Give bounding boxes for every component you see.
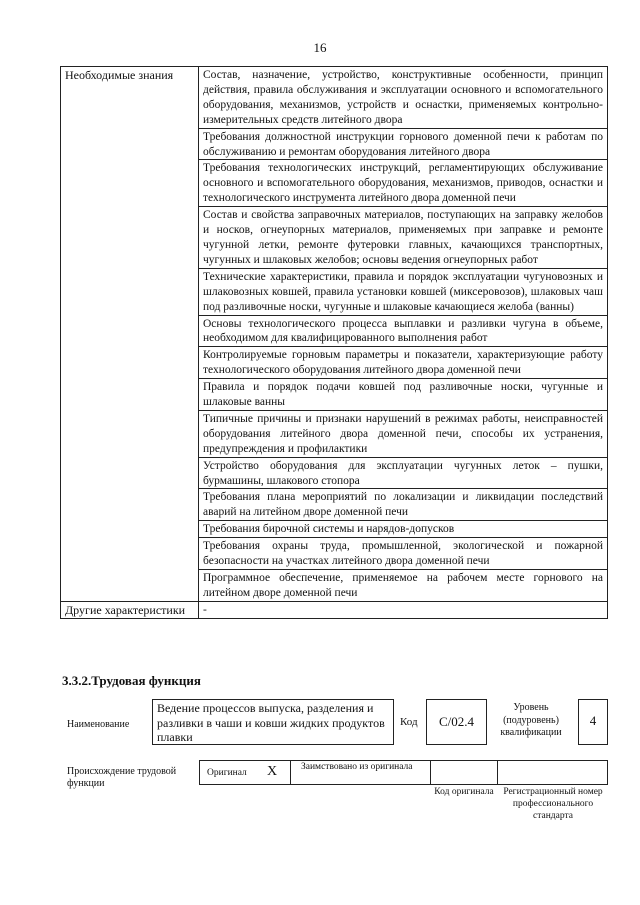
borrowed-label: Заимствовано из оригинала [301,762,413,772]
level-value: 4 [589,713,597,728]
name-label: Наименование [67,719,130,730]
requirement-item: Требования бирочной системы и нарядов-допусков [199,521,608,538]
origin-code-cell [430,760,498,785]
knowledge-label: Необходимые знания [61,67,199,602]
origin-label: Происхождение трудовой функции [67,766,177,789]
original-label: Оригинал [207,768,247,778]
section-heading: 3.3.2.Трудовая функция [62,673,201,688]
table-row [61,601,608,618]
requirement-item: Контролируемые горновым параметры и показатели, характеризующие работу технологического оборудования литейного двора доменной печи [199,347,608,379]
requirement-item: Состав и свойства заправочных материалов, поступающих на заправку желобов и носков, огнеупорных материалов, применяемых при заправке и ремонте чугунной летки, ремонте футеровки главных, качающихся транспортных, чугунных и шлаковых желобов; основы ведения огнеупорных работ [199,207,608,269]
requirement-item: Программное обеспечение, применяемое на рабочем месте горнового на литейном дворе доменной печи [199,570,608,602]
code-caption: Код оригинала [434,787,494,797]
table-row [61,67,608,129]
requirement-item: Требования технологических инструкций, регламентирующих обслуживание основного и вспомогательного оборудования, механизмов, приводов, оснастки и технологического инструмента литейного двора доменной печи [199,160,608,207]
page-number: 16 [313,40,327,55]
requirement-item: Устройство оборудования для эксплуатации чугунных леток – пушки, бурмашины, шлакового стопора [199,457,608,489]
function-name-value: Ведение процессов выпуска, разделения и разливки в чаши и ковши жидких продуктов плавки [157,701,385,744]
requirement-item: Правила и порядок подачи ковшей под разливочные носки, чугунные и шлаковые ванны [199,379,608,411]
original-mark: X [267,764,278,779]
requirement-item: Требования должностной инструкции горнового доменной печи к работам по обслуживанию и ремонтам оборудования литейного двора [199,128,608,160]
reg-caption: Регистрационный номер профессионального стандарта [503,787,603,821]
origin-reg-cell [497,760,608,785]
requirement-item: Требования плана мероприятий по локализации и ликвидации последствий аварий на литейном дворе доменной печи [199,489,608,521]
requirement-item: Основы технологического процесса выплавки и разливки чугуна в объеме, необходимом для квалифицированного выполнения работ [199,315,608,347]
requirement-item: Состав, назначение, устройство, конструктивные особенности, принцип действия, правила обслуживания и эксплуатации основного и вспомогательного оборудования, механизмов, устройств и оснастки, применяемых контрольно-измерительных средств литейного двора [199,67,608,129]
code-value: С/02.4 [438,714,475,729]
code-label: Код [400,716,418,728]
requirement-item: Технические характеристики, правила и порядок эксплуатации чугуновозных и шлаковозных ковшей, правила установки ковшей (миксеровозов), шлаковых чаш под разливочные носки, чугунные и шлаковые качающиеся желоба (ванны) [199,268,608,315]
requirement-item: Требования охраны труда, промышленной, экологической и пожарной безопасности на участках литейного двора доменной печи [199,538,608,570]
level-label: Уровень (подуровень) квалификации [500,702,562,738]
other-value: - [199,601,608,618]
requirement-item: Типичные причины и признаки нарушений в режимах работы, неисправностей оборудования литейного двора доменной печи, способы их устранения, предупреждения и профилактики [199,410,608,457]
knowledge-table [60,66,608,619]
other-label: Другие характеристики [61,601,199,618]
